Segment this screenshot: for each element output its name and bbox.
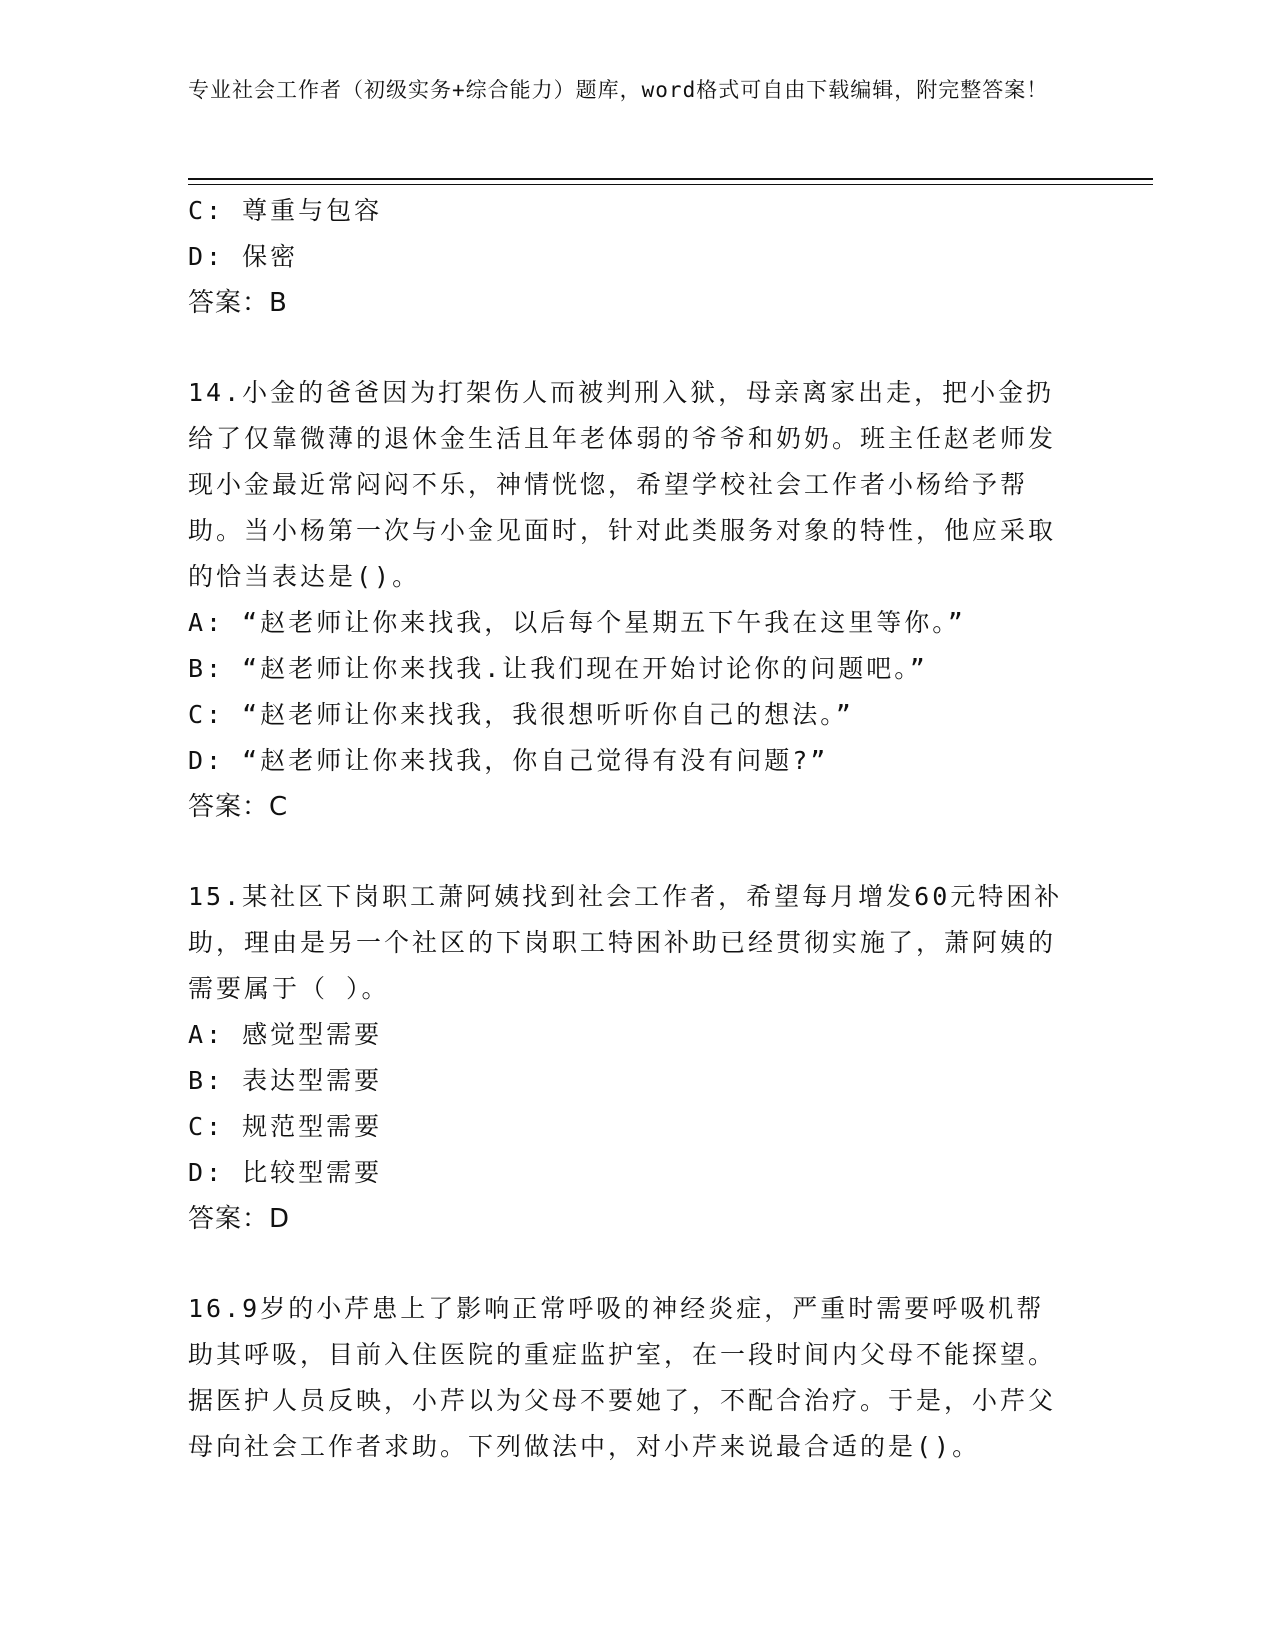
- header-divider-thin: [188, 184, 1153, 185]
- spacer: [188, 1242, 1068, 1286]
- question-15-option-a: A: 感觉型需要: [188, 1020, 383, 1049]
- question-15-option-c: C: 规范型需要: [188, 1112, 383, 1141]
- question-15-option-b: B: 表达型需要: [188, 1066, 383, 1095]
- question-15-option-d: D: 比较型需要: [188, 1158, 383, 1187]
- question-14-option-c: C: “赵老师让你来找我，我很想听听你自己的想法。”: [188, 700, 854, 729]
- question-16-stem: 16.9岁的小芹患上了影响正常呼吸的神经炎症，严重时需要呼吸机帮助其呼吸，目前入住医院的重症监护室，在一段时间内父母不能探望。据医护人员反映，小芹以为父母不要她了，不配合治疗。于是，小芹父母向社会工作者求助。下列做法中，对小芹来说最合适的是()。: [188, 1294, 1057, 1461]
- header-divider-thick: [188, 178, 1153, 180]
- question-14-option-a: A: “赵老师让你来找我，以后每个星期五下午我在这里等你。”: [188, 608, 966, 637]
- spacer: [188, 326, 1068, 370]
- answer-line: 答案：B: [188, 288, 288, 318]
- question-14-option-b: B: “赵老师让你来找我.让我们现在开始讨论你的问题吧。”: [188, 654, 928, 683]
- question-15-stem: 15.某社区下岗职工萧阿姨找到社会工作者，希望每月增发60元特困补助，理由是另一个社区的下岗职工特困补助已经贯彻实施了，萧阿姨的需要属于（ ）。: [188, 882, 1063, 1003]
- question-15-answer: 答案：D: [188, 1204, 291, 1234]
- question-14-answer: 答案：C: [188, 792, 289, 822]
- question-14-option-d: D: “赵老师让你来找我，你自己觉得有没有问题?”: [188, 746, 829, 775]
- option-c: C: 尊重与包容: [188, 196, 383, 225]
- page-header: 专业社会工作者（初级实务+综合能力）题库，word格式可自由下载编辑，附完整答案！: [188, 78, 1049, 102]
- spacer: [188, 830, 1068, 874]
- question-content: [188, 188, 1068, 1470]
- option-d: D: 保密: [188, 242, 299, 271]
- question-14-stem: 14.小金的爸爸因为打架伤人而被判刑入狱，母亲离家出走，把小金扔给了仅靠微薄的退休金生活且年老体弱的爷爷和奶奶。班主任赵老师发现小金最近常闷闷不乐，神情恍惚，希望学校社会工作者小杨给予帮助。当小杨第一次与小金见面时，针对此类服务对象的特性，他应采取的恰当表达是()。: [188, 378, 1057, 591]
